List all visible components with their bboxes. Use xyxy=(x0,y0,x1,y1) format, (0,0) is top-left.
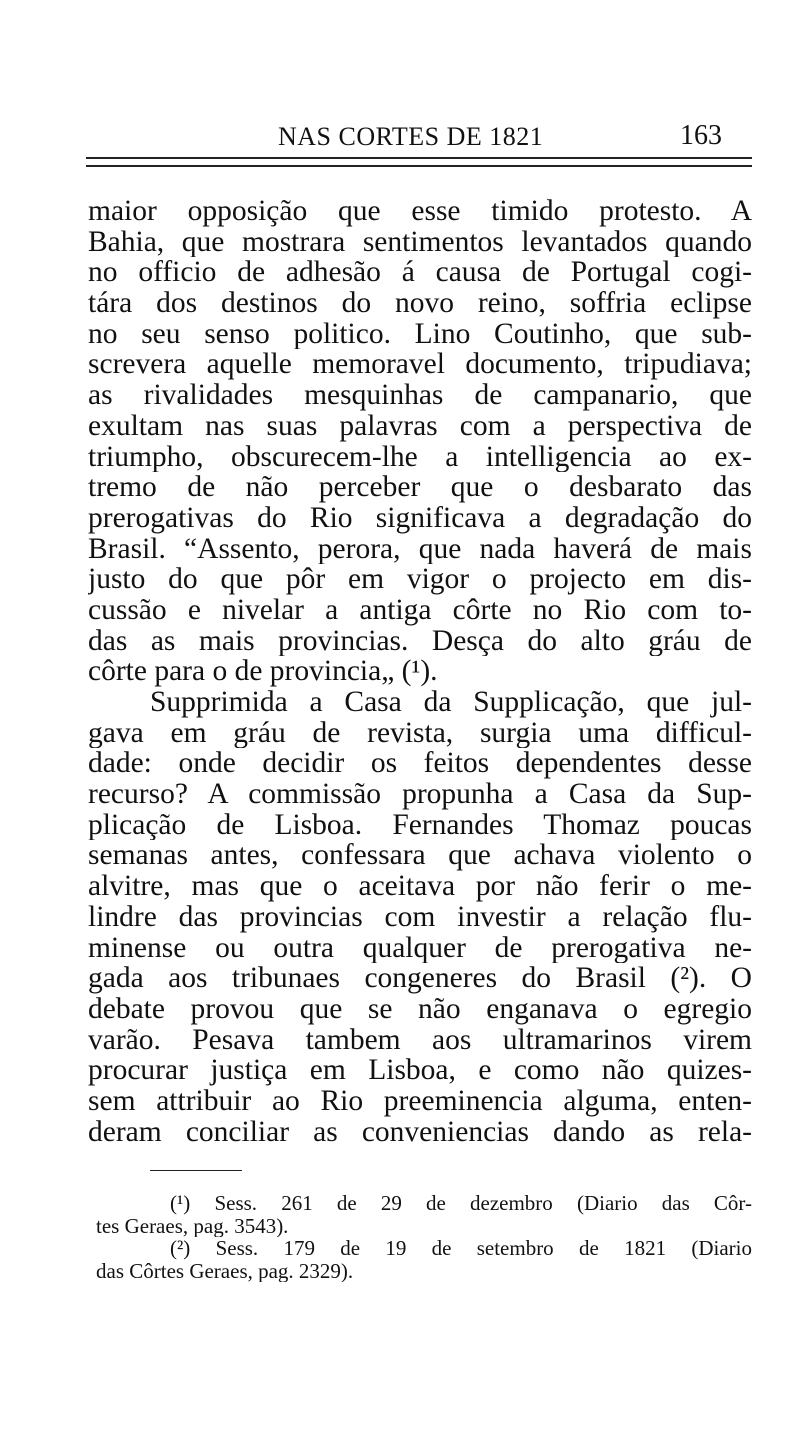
text-line: procurar justiça em Lisboa, e como não quizes- xyxy=(88,1055,752,1086)
text-line: semanas antes, confessara que achava violento o xyxy=(88,840,752,872)
text-line: maior opposição que esse timido protesto. A xyxy=(88,196,752,227)
text-line: triumpho, obscurecem-lhe a intelligencia ao ex- xyxy=(88,441,752,473)
text-line: cussão e nivelar a antiga côrte no Rio com to- xyxy=(88,594,752,626)
text-line: gava em gráu de revista, surgia uma difficul- xyxy=(88,717,752,749)
text-line: prerogativas do Rio significava a degradação do xyxy=(88,502,752,534)
text-line: das as mais provincias. Desça do alto gráu de xyxy=(88,625,752,657)
text-line: no officio de adhesão á causa de Portugal cogi- xyxy=(88,257,752,289)
footnote-2-line: (²) Sess. 179 de 19 de setembro de 1821 (Diario xyxy=(170,1237,752,1260)
text-line: varão. Pesava tambem aos ultramarinos virem xyxy=(88,1024,752,1056)
text-line: exultam nas suas palavras com a perspectiva de xyxy=(88,410,752,442)
footnote-1-line: tes Geraes, pag. 3543). xyxy=(96,1214,289,1237)
text-line: plicação de Lisboa. Fernandes Thomaz poucas xyxy=(88,809,752,841)
body-text xyxy=(88,196,752,1147)
text-line: sem attribuir ao Rio preeminencia alguma, enten- xyxy=(88,1085,752,1117)
text-line: recurso? A commissão propunha a Casa da Sup- xyxy=(88,779,752,810)
text-line: Bahia, que mostrara sentimentos levantados quando xyxy=(88,226,752,258)
text-line: gada aos tribunaes congeneres do Brasil (²). O xyxy=(88,963,752,994)
page-number: 163 xyxy=(680,120,722,151)
text-line: dade: onde decidir os feitos dependentes desse xyxy=(88,748,752,780)
footnote-2-line: das Côrtes Geraes, pag. 2329). xyxy=(96,1259,354,1282)
text-line: lindre das provincias com investir a relação flu- xyxy=(88,901,752,933)
text-line: tremo de não perceber que o desbarato das xyxy=(88,472,752,503)
text-line: as rivalidades mesquinhas de campanario, que xyxy=(88,380,752,411)
text-line: Brasil. “Assento, perora, que nada haverá de mais xyxy=(88,533,752,565)
text-line: debate provou que se não enganava o egregio xyxy=(88,993,752,1025)
footnote-separator xyxy=(150,1170,242,1171)
footnote-1-line: (¹) Sess. 261 de 29 de dezembro (Diario das Côr- xyxy=(170,1192,752,1215)
header-rule-top xyxy=(86,157,752,159)
text-line: alvitre, mas que o aceitava por não ferir o me- xyxy=(88,871,752,902)
text-line: justo do que pôr em vigor o projecto em dis- xyxy=(88,564,752,595)
running-title: NAS CORTES DE 1821 xyxy=(278,122,544,151)
text-line-paragraph-start: Supprimida a Casa da Supplicação, que jul- xyxy=(150,687,752,718)
text-line: no seu senso politico. Lino Coutinho, que sub- xyxy=(88,318,752,350)
header-rule-bottom xyxy=(86,165,752,167)
footnotes xyxy=(96,1192,752,1282)
text-line-paragraph-end: côrte para o de provincia„ (¹). xyxy=(88,656,438,687)
running-head xyxy=(86,118,752,158)
text-line: tára dos destinos do novo reino, soffria eclipse xyxy=(88,288,752,319)
text-line: screvera aquelle memoravel documento, tripudiava; xyxy=(88,349,752,381)
text-line: minense ou outra qualquer de prerogativa ne- xyxy=(88,932,752,964)
text-line: deram conciliar as conveniencias dando as rela- xyxy=(88,1116,752,1148)
